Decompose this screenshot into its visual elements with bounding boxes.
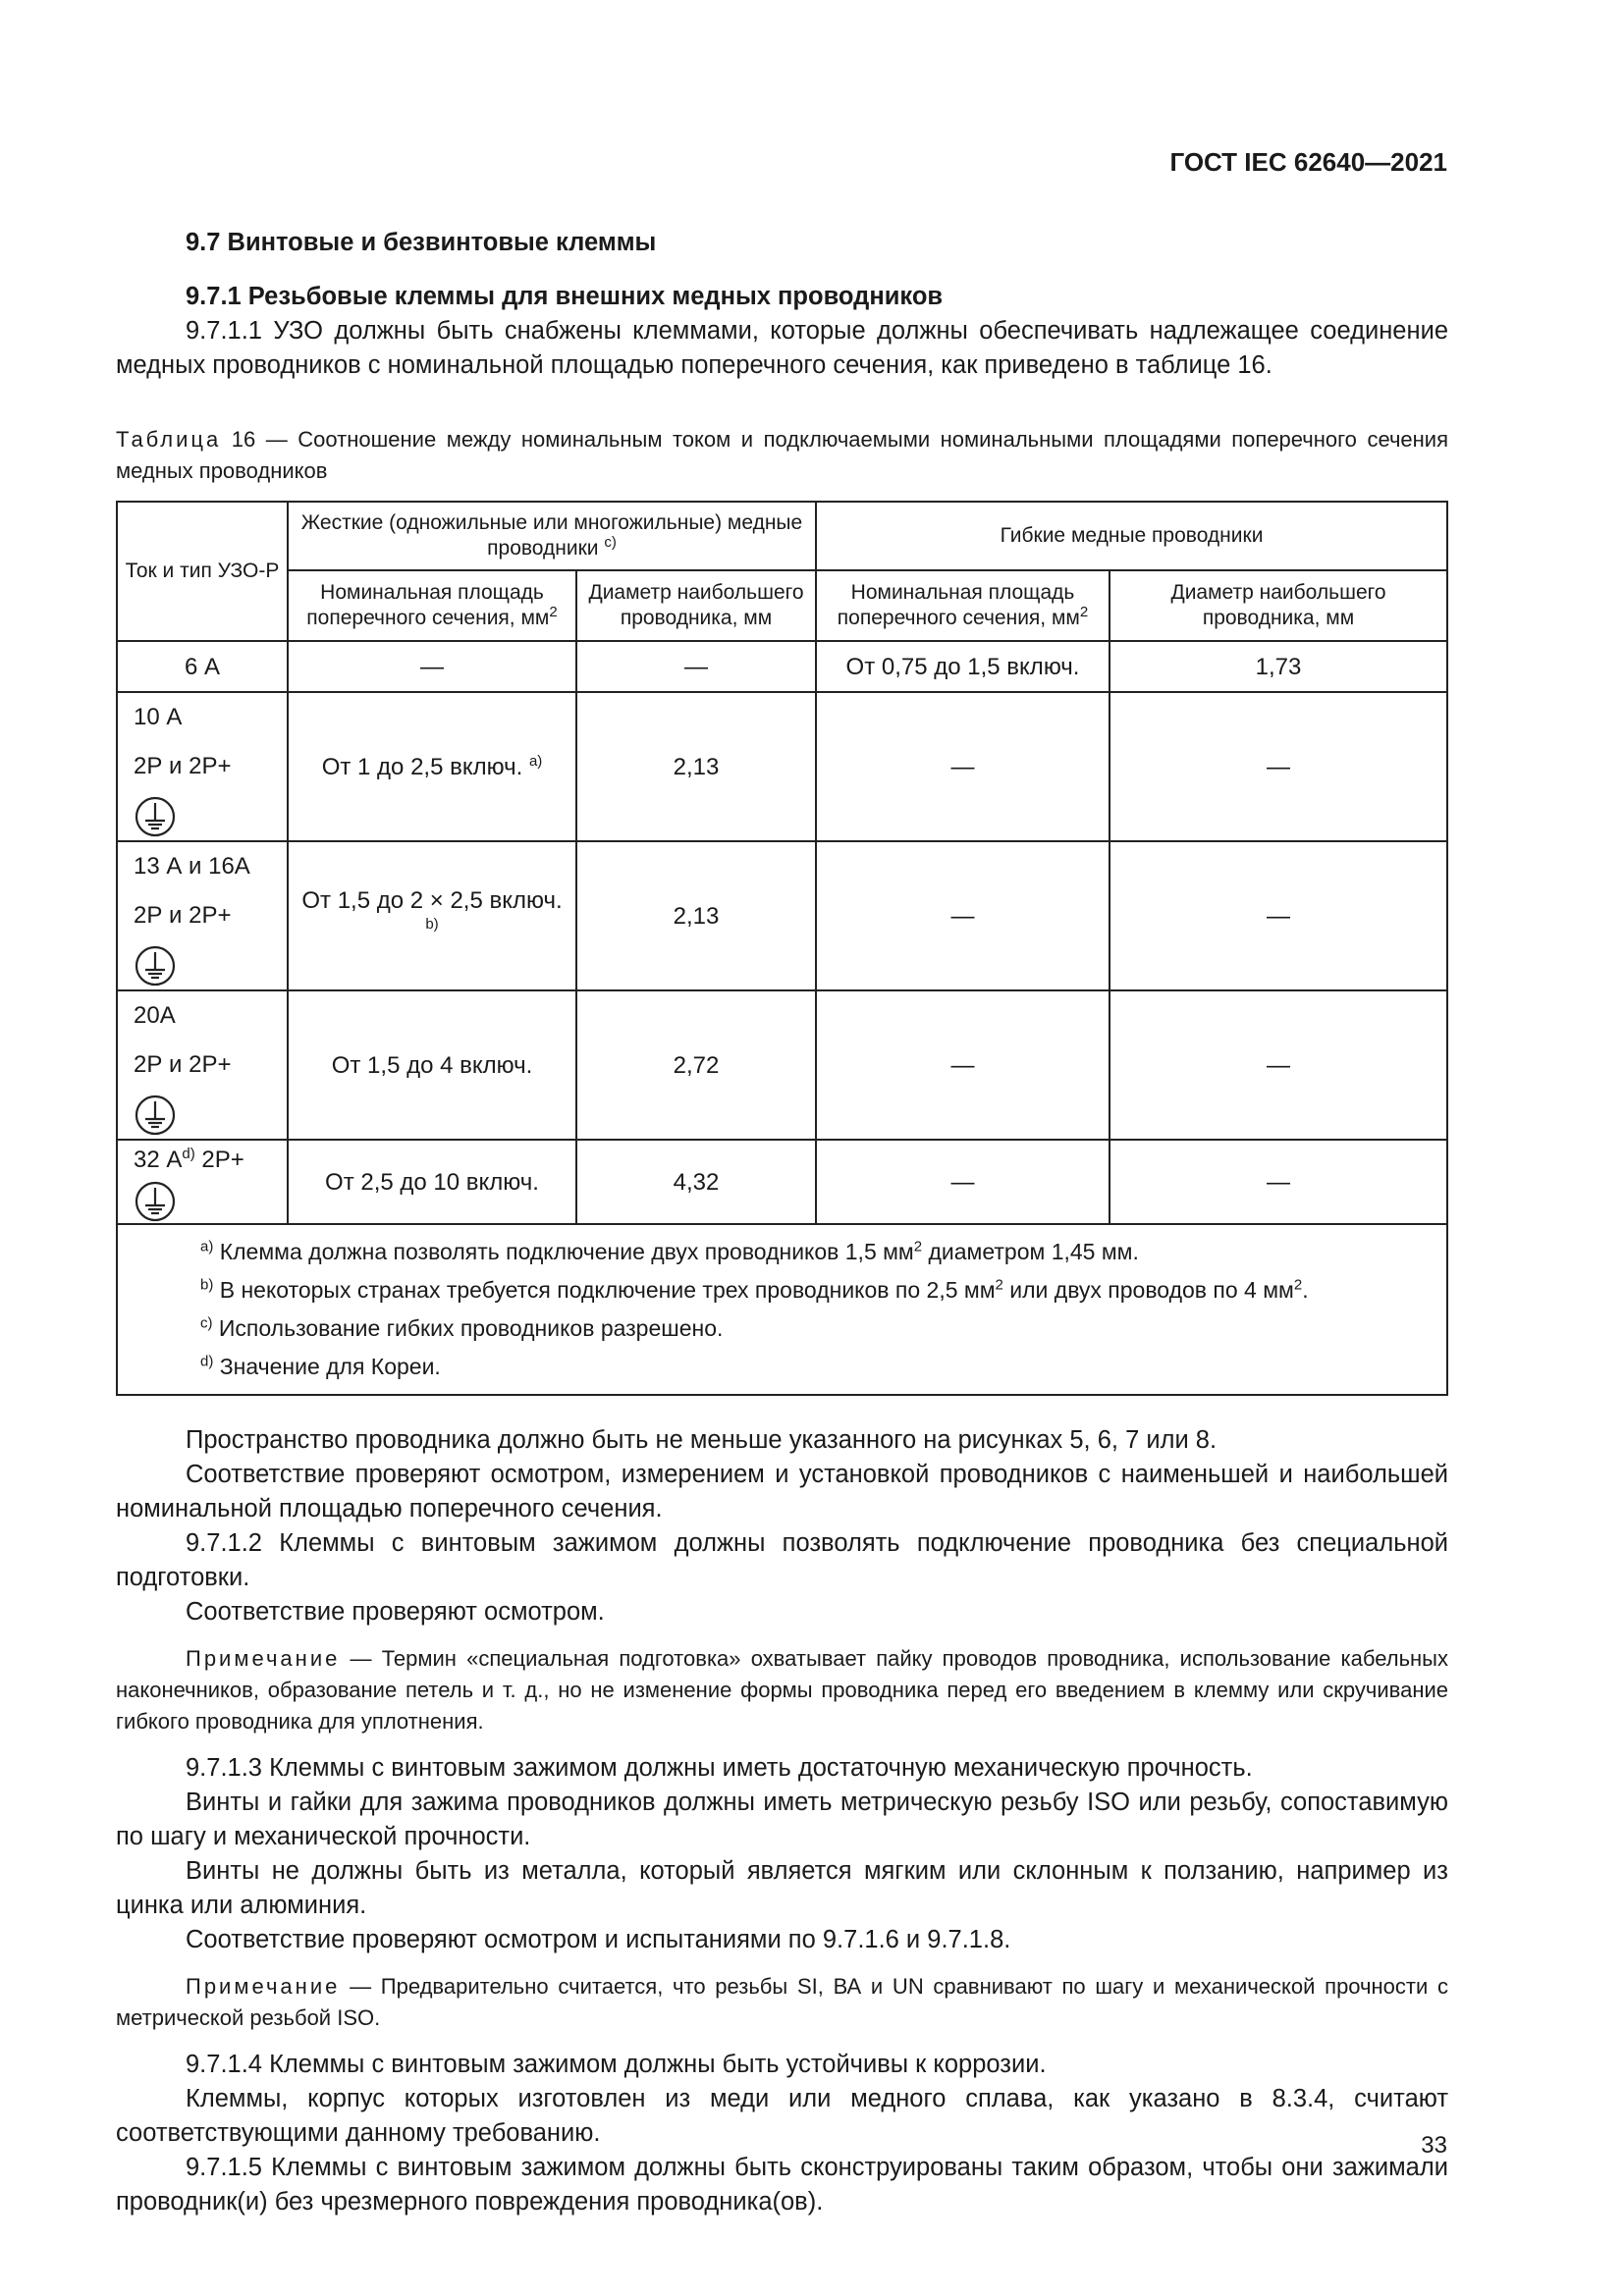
device-type-text: 2Р и 2Р+ [134, 902, 232, 929]
table-subheader-row [117, 570, 1447, 641]
header-rigid-sup: c) [604, 534, 617, 551]
cell-flex-diam: — [1110, 1140, 1447, 1224]
footnote-text: Использование гибких проводников разрешено. [212, 1315, 724, 1341]
protective-earth-icon [134, 1180, 177, 1223]
footnote-mark: d) [200, 1353, 214, 1370]
cell-rigid-diam: — [576, 641, 816, 692]
current-value: 10 А [134, 704, 183, 730]
cell-current [117, 1140, 288, 1224]
cell-rigid-diam: 2,72 [576, 990, 816, 1140]
cell-current: 6 А [117, 641, 288, 692]
subheader-rigid-area-sup: 2 [549, 604, 558, 620]
note [116, 1971, 1448, 2034]
rigid-area-text: От 1 до 2,5 включ. [321, 753, 529, 780]
footnote-text: Клемма должна позволять подключение двух проводников 1,5 мм [213, 1239, 914, 1264]
section-heading-9-7-1: 9.7.1 Резьбовые клеммы для внешних медных проводников [186, 283, 944, 310]
current-value: 20А [134, 1002, 176, 1029]
paragraph: Винты и гайки для зажима проводников должны иметь метрическую резьбу ISO или резьбу, сопоставимую по шагу и механической прочности. [116, 1789, 1448, 1850]
paragraph-9-7-1-4: 9.7.1.4 Клеммы с винтовым зажимом должны быть устойчивы к коррозии. [186, 2051, 1047, 2078]
cell-rigid-diam: 2,13 [576, 841, 816, 990]
footnote-a [200, 1233, 1435, 1271]
paragraph-9-7-1-3: 9.7.1.3 Клеммы с винтовым зажимом должны иметь достаточную механическую прочность. [186, 1754, 1253, 1782]
note-label: Примечание [186, 1646, 341, 1671]
rigid-area-sup: a) [528, 752, 543, 770]
cell-rigid-area [288, 841, 576, 990]
header-rigid-text: Жесткие (одножильные или многожильные) медные проводники [300, 511, 803, 560]
table-row [117, 1140, 1447, 1224]
note-text: — Термин «специальная подготовка» охватывает пайку проводов проводника, использование кабельных наконечников, образование петель и т. д., но не изменение формы проводника перед его введением в клемму или скручивание гибкого проводника для уплотнения. [116, 1646, 1448, 1734]
cell-flex-area: — [816, 841, 1110, 990]
cell-flex-area: — [816, 692, 1110, 841]
table-caption [116, 424, 1448, 487]
device-type-text: 2Р и 2Р+ [134, 1051, 232, 1078]
cell-flex-diam: 1,73 [1110, 641, 1447, 692]
paragraph: Винты не должны быть из металла, который является мягким или склонным к ползанию, например из цинка или алюминия. [116, 1857, 1448, 1919]
section-heading-9-7: 9.7 Винтовые и безвинтовые клеммы [186, 229, 657, 256]
current-value: 13 А и 16А [134, 853, 250, 880]
subheader-flex-area [816, 570, 1110, 641]
footnote-mark: a) [200, 1238, 214, 1255]
subheader-flex-area-sup: 2 [1079, 604, 1089, 620]
footnote-b [200, 1271, 1435, 1309]
rigid-area-text: От 1,5 до 2 × 2,5 включ. [301, 887, 563, 914]
cell-flex-area: — [816, 990, 1110, 1140]
table-row [117, 990, 1447, 1140]
cell-current [117, 990, 288, 1140]
current-value: 32 А [134, 1147, 183, 1173]
protective-earth-icon [134, 795, 177, 838]
subheader-rigid-area-text: Номинальная площадь поперечного сечения, мм [306, 581, 550, 629]
conductor-table [116, 501, 1448, 1396]
device-type-text: 2Р и 2Р+ [134, 753, 232, 779]
header-current-type: Ток и тип УЗО-Р [117, 502, 288, 641]
table-row [117, 641, 1447, 692]
footnote-text: Значение для Кореи. [213, 1354, 441, 1379]
table-footnotes [117, 1224, 1447, 1395]
footnote-d [200, 1348, 1435, 1386]
cell-rigid-area [288, 692, 576, 841]
cell-rigid-area: — [288, 641, 576, 692]
footnote-tail: . [1302, 1277, 1309, 1303]
table-row [117, 692, 1447, 841]
cell-flex-diam: — [1110, 692, 1447, 841]
header-rigid-group [288, 502, 816, 570]
table-caption-text: 16 — Соотношение между номинальным током и подключаемыми номинальными площадями поперечного сечения медных проводников [116, 427, 1448, 483]
footnote-sup: 2 [913, 1238, 923, 1255]
subheader-rigid-diam: Диаметр наибольшего проводника, мм [576, 570, 816, 641]
rigid-area-sup: b) [425, 916, 439, 933]
paragraph: Соответствие проверяют осмотром и испытаниями по 9.7.1.6 и 9.7.1.8. [186, 1926, 1011, 1953]
device-type [134, 742, 281, 840]
page-number: 33 [1421, 2132, 1447, 2159]
cell-current [117, 692, 288, 841]
footnote-mid: или двух проводов по 4 мм [1002, 1277, 1294, 1303]
cell-flex-area: От 0,75 до 1,5 включ. [816, 641, 1110, 692]
table-header-row [117, 502, 1447, 570]
note [116, 1643, 1448, 1737]
cell-rigid-area: От 1,5 до 4 включ. [288, 990, 576, 1140]
paragraph: Соответствие проверяют осмотром, измерением и установкой проводников с наименьшей и наибольшей номинальной площадью поперечного сечения. [116, 1461, 1448, 1522]
note-text: — Предварительно считается, что резьбы SI, ВА и UN сравнивают по шагу и механической прочности с метрической резьбой ISO. [116, 1974, 1448, 2030]
table-caption-label: Таблица [116, 427, 222, 452]
document-id: ГОСТ IEC 62640—2021 [1169, 147, 1447, 177]
subheader-flex-diam: Диаметр наибольшего проводника, мм [1110, 570, 1447, 641]
device-type [134, 1041, 281, 1139]
note-label: Примечание [186, 1974, 341, 1999]
cell-flex-diam: — [1110, 990, 1447, 1140]
footnote-sup: 2 [995, 1276, 1003, 1294]
cell-rigid-area: От 2,5 до 10 включ. [288, 1140, 576, 1224]
paragraph-9-7-1-5: 9.7.1.5 Клеммы с винтовым зажимом должны быть сконструированы таким образом, чтобы они зажимали проводник(и) без чрезмерного повреждения проводника(ов). [116, 2154, 1448, 2216]
footnote-mark: c) [200, 1314, 213, 1332]
paragraph-9-7-1-2: 9.7.1.2 Клеммы с винтовым зажимом должны позволять подключение проводника без специальной подготовки. [116, 1529, 1448, 1591]
footnote-text: В некоторых странах требуется подключение трех проводников по 2,5 мм [213, 1277, 996, 1303]
subheader-flex-area-text: Номинальная площадь поперечного сечения, мм [837, 581, 1080, 629]
device-type [134, 891, 281, 989]
footnote-tail: диаметром 1,45 мм. [922, 1239, 1139, 1264]
device-type-text: 2Р+ [194, 1147, 244, 1173]
paragraph-9-7-1-1: 9.7.1.1 УЗО должны быть снабжены клеммами, которые должны обеспечивать надлежащее соединение медных проводников с номинальной площадью поперечного сечения, как приведено в таблице 16. [116, 317, 1448, 379]
footnote-c [200, 1309, 1435, 1348]
protective-earth-icon [134, 944, 177, 988]
footnote-mark: b) [200, 1276, 214, 1294]
paragraph: Клеммы, корпус которых изготовлен из меди или медного сплава, как указано в 8.3.4, считают соответствующими данному требованию. [116, 2085, 1448, 2147]
paragraph: Пространство проводника должно быть не меньше указанного на рисунках 5, 6, 7 или 8. [186, 1426, 1218, 1454]
table-footnotes-row [117, 1224, 1447, 1395]
header-flex-group: Гибкие медные проводники [816, 502, 1447, 570]
paragraph: Соответствие проверяют осмотром. [186, 1598, 605, 1626]
footnote-sup: 2 [1293, 1276, 1303, 1294]
protective-earth-icon [134, 1094, 177, 1137]
subheader-rigid-area [288, 570, 576, 641]
cell-flex-area: — [816, 1140, 1110, 1224]
current-sup: d) [182, 1146, 195, 1162]
table-row [117, 841, 1447, 990]
cell-rigid-diam: 2,13 [576, 692, 816, 841]
cell-rigid-diam: 4,32 [576, 1140, 816, 1224]
cell-flex-diam: — [1110, 841, 1447, 990]
page-content [116, 226, 1448, 2219]
cell-current [117, 841, 288, 990]
